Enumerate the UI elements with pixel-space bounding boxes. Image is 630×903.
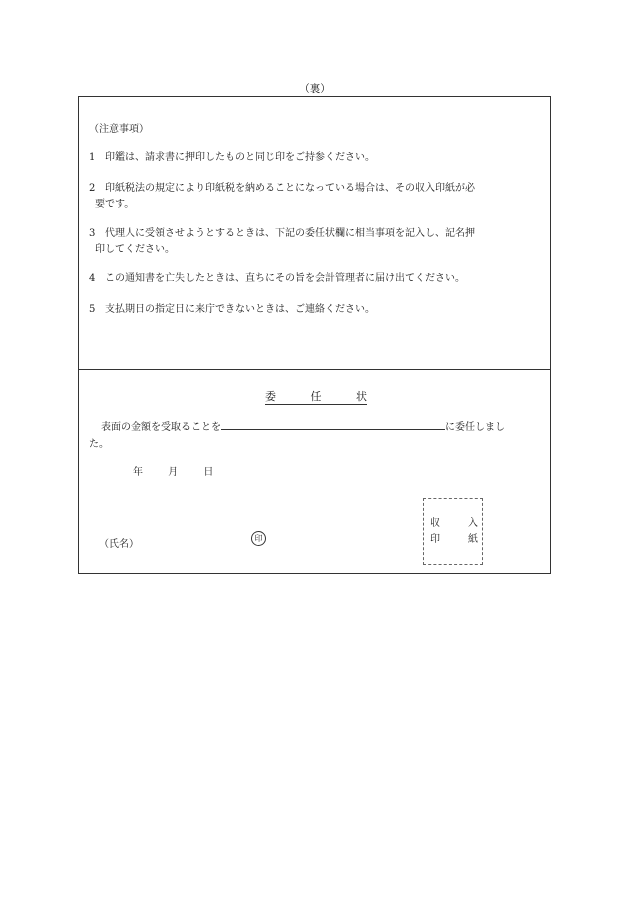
- proxy-text-after: に委任しまし: [445, 422, 505, 433]
- note-item: [89, 302, 545, 318]
- date-day-label: 日: [203, 467, 214, 478]
- stamp-char: 印: [430, 534, 440, 545]
- proxy-title: [265, 390, 367, 405]
- proxy-text-before: 表面の金額を受取ることを: [101, 422, 221, 433]
- note-text: 代理人に受領させようとするときは、下記の委任状欄に相当事項を記入し、記名押: [105, 228, 475, 239]
- stamp-char: 紙: [468, 534, 478, 545]
- name-label: （氏名）: [99, 539, 139, 550]
- note-item: [89, 150, 545, 166]
- note-text-continued: 印してください。: [95, 244, 175, 255]
- note-item: [89, 226, 545, 258]
- date-month-label: 月: [168, 467, 179, 478]
- stamp-label-row: [430, 530, 478, 545]
- note-number: 3: [89, 228, 96, 239]
- note-text: 印鑑は、請求書に押印したものと同じ印をご持参ください。: [105, 152, 375, 163]
- note-item: [89, 181, 545, 213]
- stamp-char: 入: [468, 518, 478, 529]
- proxy-section: [79, 370, 550, 574]
- proxy-title-char: 任: [310, 390, 322, 403]
- note-number: 1: [89, 152, 96, 163]
- note-text-continued: 要です。: [95, 199, 135, 210]
- proxy-title-char: 状: [356, 390, 367, 403]
- page-side-label: （裏）: [299, 83, 331, 95]
- proxy-statement: [89, 417, 545, 453]
- proxy-text-line2: た。: [89, 439, 109, 450]
- note-text: 支払期日の指定日に来庁できないときは、ご連絡ください。: [105, 304, 375, 315]
- stamp-label-row: [430, 514, 478, 529]
- date-field: [133, 463, 235, 478]
- note-item: [89, 271, 545, 287]
- note-text: この通知書を亡失したときは、直ちにその旨を会計管理者に届け出てください。: [105, 273, 465, 284]
- date-year-label: 年: [133, 467, 143, 478]
- proxy-title-char: 委: [265, 390, 276, 403]
- proxy-blank-field[interactable]: [221, 417, 445, 430]
- notes-section: [79, 97, 550, 370]
- seal-mark-icon: 印: [251, 531, 266, 546]
- note-number: 4: [89, 273, 96, 284]
- notes-heading: （注意事項）: [89, 124, 149, 135]
- stamp-char: 収: [430, 518, 440, 529]
- note-number: 5: [89, 304, 96, 315]
- revenue-stamp-box: [423, 498, 483, 565]
- note-number: 2: [89, 183, 96, 194]
- form-frame: [78, 96, 551, 574]
- note-text: 印紙税法の規定により印紙税を納めることになっている場合は、その収入印紙が必: [105, 183, 475, 194]
